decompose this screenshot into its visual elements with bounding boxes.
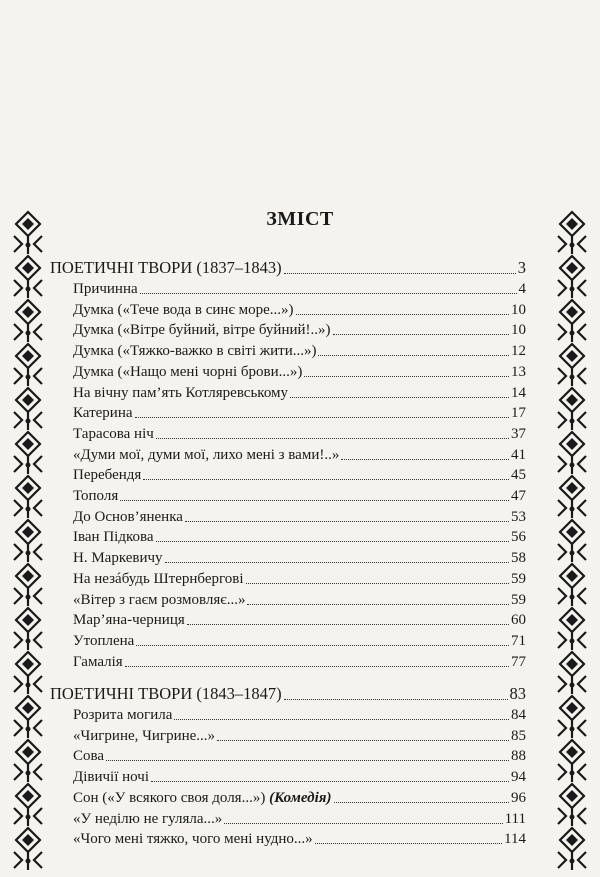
entry-title — [73, 529, 154, 546]
page-number: 114 — [504, 831, 526, 848]
entry-label: «Вітер з гаєм розмовляє...» — [73, 591, 246, 608]
toc-entry — [73, 748, 526, 765]
entry-label: Перебендя — [73, 467, 142, 484]
entry-label: Думка («Тяжко-важко в світі жити...») — [73, 343, 317, 360]
toc-entry — [73, 385, 526, 402]
page-number: 41 — [511, 446, 526, 463]
toc-entry — [73, 790, 526, 807]
entry-label: Тарасова ніч — [73, 425, 154, 442]
dot-leader — [284, 699, 508, 700]
page-number: 14 — [511, 384, 526, 401]
entry-title — [73, 592, 245, 609]
dot-leader — [187, 624, 509, 625]
page-number: 60 — [511, 612, 526, 629]
entry-label: Тополя — [73, 488, 119, 504]
page-number: 47 — [511, 488, 526, 504]
toc-entry — [73, 571, 526, 588]
toc-entry — [73, 364, 526, 381]
entry-label: Мар’яна-черниця — [73, 612, 185, 629]
dot-leader — [315, 843, 502, 844]
entry-label: «У неділю не гуляла...» — [73, 810, 223, 827]
toc-entry — [73, 343, 526, 360]
entry-label: Іван Підкова — [73, 529, 154, 546]
toc-entry — [73, 447, 526, 464]
dot-leader — [120, 500, 509, 501]
section-heading — [50, 258, 526, 278]
entry-label: ПОЕТИЧНІ ТВОРИ (1837–1843) — [50, 258, 282, 277]
page-number: 59 — [511, 591, 526, 608]
entry-title — [73, 405, 133, 422]
dot-leader — [304, 376, 509, 377]
toc-entry — [73, 322, 526, 339]
toc-entry — [73, 831, 526, 848]
dot-leader — [318, 355, 509, 356]
entry-title — [73, 364, 302, 381]
page-number: 88 — [511, 748, 526, 765]
dot-leader — [296, 314, 509, 315]
entry-label: «Чого мені тяжко, чого мені нудно...» — [73, 831, 313, 848]
entry-genre-note: (Комедія) — [269, 789, 332, 806]
toc-entry — [73, 509, 526, 526]
entry-title — [73, 728, 215, 745]
page-number: 85 — [511, 727, 526, 744]
entry-title — [73, 302, 294, 319]
toc-entry — [73, 281, 526, 298]
page-number: 12 — [511, 343, 526, 360]
entry-title — [73, 385, 288, 402]
page-number: 111 — [504, 810, 526, 827]
entry-title — [73, 790, 332, 807]
dot-leader — [284, 273, 516, 274]
entry-label: Н. Маркевичу — [73, 550, 163, 567]
dot-leader — [217, 740, 509, 741]
entry-label: Сова — [73, 748, 105, 765]
page-number: 45 — [511, 467, 526, 484]
dot-leader — [290, 397, 509, 398]
page-number: 53 — [511, 508, 526, 525]
entry-title — [73, 447, 339, 464]
page-number: 84 — [511, 707, 526, 723]
toc-entry — [73, 529, 526, 546]
entry-title — [50, 684, 282, 704]
entry-title — [73, 654, 123, 671]
left-border-ornament — [10, 210, 46, 870]
dot-leader — [156, 438, 509, 439]
entry-title — [73, 467, 141, 484]
toc-entry — [73, 769, 526, 786]
right-border-ornament — [554, 210, 590, 870]
entry-title — [73, 633, 134, 650]
page-number: 13 — [511, 363, 526, 380]
page-number: 77 — [511, 653, 526, 670]
entry-title — [73, 707, 172, 724]
toc-entry — [73, 467, 526, 484]
page-number: 10 — [511, 301, 526, 318]
toc-entry — [73, 405, 526, 422]
page-number: 58 — [511, 550, 526, 567]
toc-entry — [73, 612, 526, 629]
entry-label: Розрита могила — [73, 707, 173, 723]
entry-label: Думка («Вітре буйний, вітре буйний!..») — [73, 322, 331, 339]
section-heading — [50, 684, 526, 704]
toc-entry — [73, 550, 526, 567]
toc-entry — [73, 707, 526, 724]
page-number: 4 — [518, 281, 526, 297]
entry-title — [73, 571, 244, 588]
page-number: 59 — [511, 570, 526, 587]
toc-entry — [73, 488, 526, 505]
entry-label: Дівичії ночі — [73, 769, 149, 786]
entry-title — [73, 509, 183, 526]
dot-leader — [341, 459, 509, 460]
entry-title — [73, 550, 163, 567]
toc-entry — [73, 302, 526, 319]
page-number: 17 — [511, 405, 526, 422]
entry-title — [73, 488, 118, 505]
dot-leader — [125, 666, 509, 667]
entry-title — [73, 322, 331, 339]
dot-leader — [224, 823, 502, 824]
dot-leader — [106, 760, 509, 761]
entry-title — [50, 258, 282, 278]
entry-label: «Чигрине, Чигрине...» — [73, 727, 216, 744]
entry-label: Гамалія — [73, 653, 123, 670]
page-number: 3 — [517, 258, 526, 277]
entry-title — [73, 748, 104, 765]
entry-label: Катерина — [73, 405, 133, 422]
toc-entry — [73, 654, 526, 671]
page-number: 37 — [511, 425, 526, 442]
page-number: 94 — [511, 769, 526, 786]
dot-leader — [140, 293, 517, 294]
dot-leader — [246, 583, 509, 584]
page-number: 96 — [511, 789, 526, 806]
entry-title — [73, 281, 138, 298]
dot-leader — [151, 781, 509, 782]
dot-leader — [334, 802, 510, 803]
dot-leader — [174, 719, 509, 720]
entry-label: Думка («Тече вода в синє море...») — [73, 301, 294, 318]
entry-label: На вічну пам’ять Котляревському — [73, 384, 289, 401]
entry-title — [73, 811, 222, 828]
page-title: ЗМІСТ — [266, 208, 334, 230]
entry-title — [73, 343, 316, 360]
entry-title — [73, 612, 185, 629]
toc-entry — [73, 633, 526, 650]
page-number: 83 — [509, 684, 526, 703]
dot-leader — [333, 334, 509, 335]
dot-leader — [156, 541, 509, 542]
page-number: 10 — [511, 322, 526, 339]
entry-label: Причинна — [73, 281, 138, 297]
dot-leader — [143, 479, 509, 480]
entry-label: ПОЕТИЧНІ ТВОРИ (1843–1847) — [50, 684, 282, 703]
entry-title — [73, 831, 313, 848]
entry-label: Думка («Нащо мені чорні брови...») — [73, 363, 303, 380]
page-number: 71 — [511, 632, 526, 649]
toc-entry — [73, 728, 526, 745]
page-number: 56 — [511, 529, 526, 546]
toc-entry — [73, 426, 526, 443]
toc-entry — [73, 592, 526, 609]
dot-leader — [136, 645, 509, 646]
toc-entry — [73, 811, 526, 828]
entry-label: На незáбудь Штернбергові — [73, 570, 244, 587]
entry-label: Утоплена — [73, 632, 135, 649]
entry-label: Сон («У всякого своя доля...») — [73, 789, 266, 806]
dot-leader — [165, 562, 509, 563]
dot-leader — [185, 521, 509, 522]
entry-title — [73, 426, 154, 443]
entry-label: До Основ’яненка — [73, 508, 183, 525]
entry-title — [73, 769, 149, 786]
entry-label: «Думи мої, думи мої, лихо мені з вами!..» — [73, 446, 340, 463]
dot-leader — [135, 417, 509, 418]
dot-leader — [247, 604, 509, 605]
